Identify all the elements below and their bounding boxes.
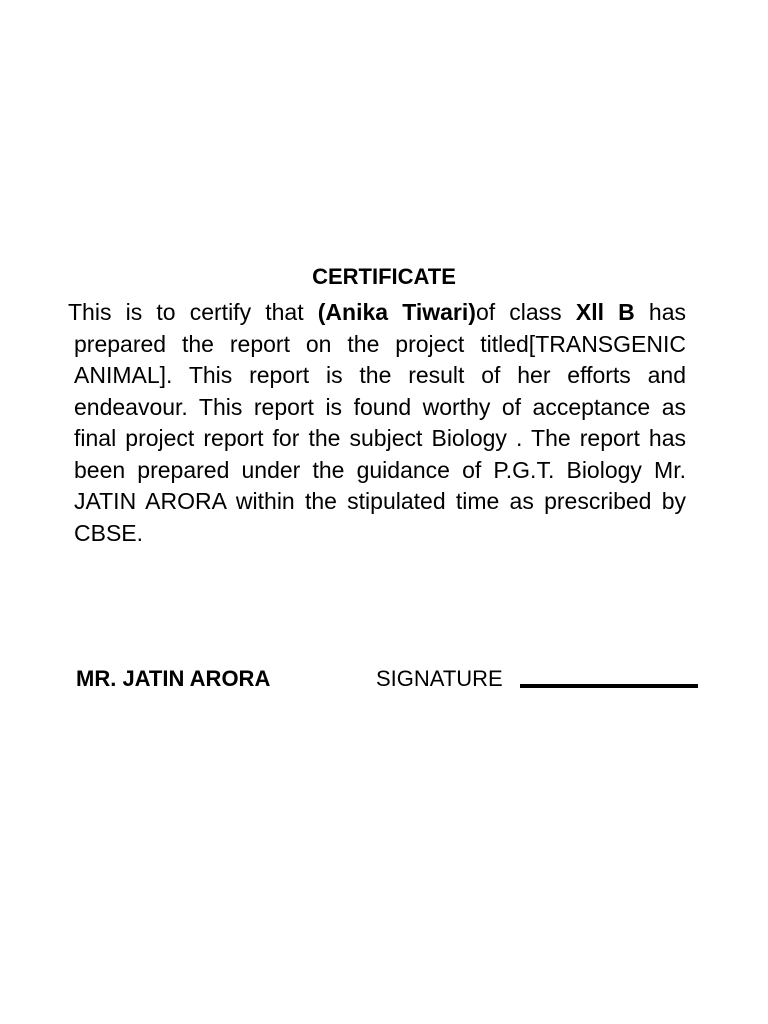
body-text-main: has prepared the report on the project titled[TRANSGENIC ANIMAL]. This report is the result of her efforts and endeavour. This report is found worthy of acceptance as final project report for the subject Biology . The report has been prepared under the guidance of P.G.T. Biology Mr. JATIN ARORA within the stipulated time as prescribed by CBSE. [74, 299, 687, 546]
student-name: (Anika Tiwari) [317, 299, 476, 325]
certificate-body [68, 297, 687, 549]
signature-label: SIGNATURE [376, 666, 503, 691]
body-text-class-prefix: of class [475, 299, 576, 325]
student-class: Xll B [575, 299, 635, 325]
certificate-title: CERTIFICATE [312, 264, 456, 289]
teacher-name: MR. JATIN ARORA [76, 666, 271, 691]
signature-line [520, 684, 698, 688]
body-text-intro: This is to certify that [68, 299, 318, 325]
signature-row [0, 662, 768, 698]
